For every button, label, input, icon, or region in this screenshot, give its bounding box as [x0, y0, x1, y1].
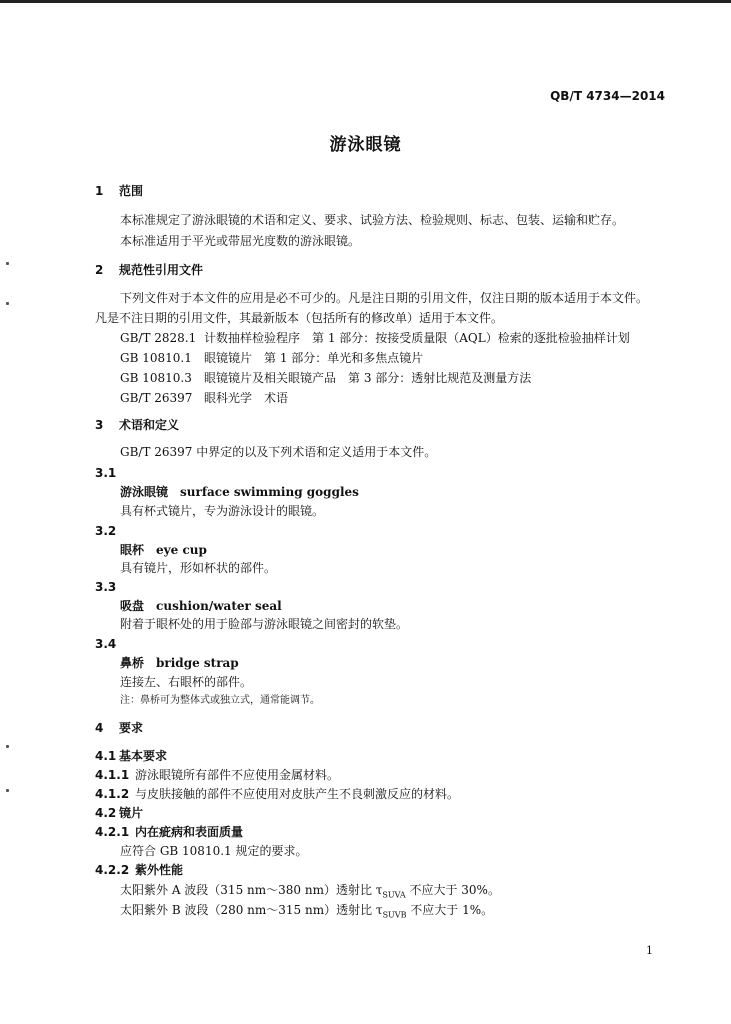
uva-requirement — [120, 882, 500, 903]
term-name — [120, 598, 282, 614]
clause-number: 4.2.2 — [95, 863, 130, 877]
term-english: eye cup — [156, 543, 207, 557]
scan-speck — [6, 262, 9, 265]
references-paragraph-2: 凡是不注日期的引用文件，其最新版本（包括所有的修改单）适用于本文件。 — [95, 311, 504, 325]
term-name — [120, 484, 359, 500]
references-paragraph-1: 下列文件对于本文件的应用是必不可少的。凡是注日期的引用文件，仅注日期的版本适用于本文件。 — [120, 291, 649, 305]
scope-paragraph-1: 本标准规定了游泳眼镜的术语和定义、要求、试验方法、检验规则、标志、包装、运输和贮存。 — [120, 213, 625, 227]
section-number: 3 — [95, 418, 104, 432]
subsection-number: 4.1 — [95, 749, 117, 763]
section-title: 要求 — [119, 721, 144, 735]
page-number: 1 — [646, 944, 653, 957]
uvb-subscript: SUVB — [382, 910, 407, 920]
reference-code: GB/T 2828.1 — [120, 331, 197, 345]
reference-code: GB 10810.1 — [120, 351, 192, 365]
clause-4-1-2 — [95, 786, 459, 802]
section-number: 1 — [95, 184, 104, 198]
uvb-text: 太阳紫外 B 波段（280 nm～315 nm）透射比 τ — [120, 903, 383, 917]
clause-number: 4.2.1 — [95, 825, 130, 839]
reference-title: 计数抽样检验程序 第 1 部分：按接受质量限（AQL）检索的逐批检验抽样计划 — [204, 331, 630, 345]
reference-code: GB/T 26397 — [120, 391, 193, 405]
reference-title: 眼科光学 术语 — [204, 391, 289, 405]
term-english: bridge strap — [156, 656, 239, 670]
subsection-4-2-heading — [95, 805, 143, 821]
reference-item — [120, 370, 531, 386]
term-chinese: 吸盘 — [120, 599, 145, 613]
term-definition: 具有杯式镜片，专为游泳设计的眼镜。 — [120, 504, 325, 518]
clause-4-2-2-heading — [95, 862, 183, 878]
term-name — [120, 542, 207, 558]
scan-speck — [6, 745, 9, 748]
section-2-heading — [95, 262, 203, 278]
term-chinese: 游泳眼镜 — [120, 485, 169, 499]
term-number: 3.2 — [95, 524, 117, 538]
subsection-title: 镜片 — [119, 806, 144, 820]
top-rule — [0, 0, 731, 3]
section-title: 范围 — [119, 184, 144, 198]
term-definition: 具有镜片，形如杯状的部件。 — [120, 561, 277, 575]
reference-item — [120, 390, 288, 406]
clause-4-2-1-heading — [95, 824, 243, 840]
term-name — [120, 655, 239, 671]
uvb-requirement — [120, 902, 493, 923]
term-number: 3.3 — [95, 580, 117, 594]
section-1-heading — [95, 183, 143, 199]
terms-intro: GB/T 26397 中界定的以及下列术语和定义适用于本文件。 — [120, 445, 437, 459]
scan-speck — [6, 789, 9, 792]
section-number: 4 — [95, 721, 104, 735]
section-4-heading — [95, 720, 143, 736]
term-english: cushion/water seal — [156, 599, 282, 613]
clause-title: 紫外性能 — [135, 863, 184, 877]
term-english: surface swimming goggles — [180, 485, 359, 499]
section-title: 规范性引用文件 — [119, 263, 204, 277]
uva-subscript: SUVA — [382, 890, 406, 900]
uva-text: 太阳紫外 A 波段（315 nm～380 nm）透射比 τ — [120, 883, 383, 897]
term-number: 3.1 — [95, 466, 117, 480]
subsection-number: 4.2 — [95, 806, 117, 820]
reference-item — [120, 350, 423, 366]
uva-limit: 不应大于 30%。 — [405, 883, 500, 897]
clause-number: 4.1.2 — [95, 787, 130, 801]
subsection-4-1-heading — [95, 748, 167, 764]
reference-item — [120, 330, 630, 346]
term-definition: 连接左、右眼杯的部件。 — [120, 675, 253, 689]
clause-text: 与皮肤接触的部件不应使用对皮肤产生不良刺激反应的材料。 — [135, 787, 460, 801]
term-chinese: 鼻桥 — [120, 656, 145, 670]
uvb-limit: 不应大于 1%。 — [406, 903, 494, 917]
reference-code: GB 10810.3 — [120, 371, 192, 385]
scan-speck — [6, 302, 9, 305]
section-number: 2 — [95, 263, 104, 277]
page-title: 游泳眼镜 — [329, 135, 402, 155]
clause-title: 内在疵病和表面质量 — [135, 825, 244, 839]
section-3-heading — [95, 417, 179, 433]
scope-paragraph-2: 本标准适用于平光或带屈光度数的游泳眼镜。 — [120, 234, 361, 248]
term-definition: 附着于眼杯处的用于脸部与游泳眼镜之间密封的软垫。 — [120, 617, 409, 631]
clause-text: 游泳眼镜所有部件不应使用金属材料。 — [135, 768, 340, 782]
standard-number: QB/T 4734—2014 — [550, 89, 665, 103]
clause-number: 4.1.1 — [95, 768, 130, 782]
section-title: 术语和定义 — [119, 418, 180, 432]
term-number: 3.4 — [95, 637, 117, 651]
reference-title: 眼镜镜片 第 1 部分：单光和多焦点镜片 — [204, 351, 424, 365]
subsection-title: 基本要求 — [119, 749, 168, 763]
term-chinese: 眼杯 — [120, 543, 145, 557]
term-note: 注：鼻桥可为整体式或独立式，通常能调节。 — [120, 695, 320, 706]
clause-4-1-1 — [95, 767, 339, 783]
reference-title: 眼镜镜片及相关眼镜产品 第 3 部分：透射比规范及测量方法 — [204, 371, 532, 385]
clause-4-2-1-text: 应符合 GB 10810.1 规定的要求。 — [120, 844, 308, 858]
